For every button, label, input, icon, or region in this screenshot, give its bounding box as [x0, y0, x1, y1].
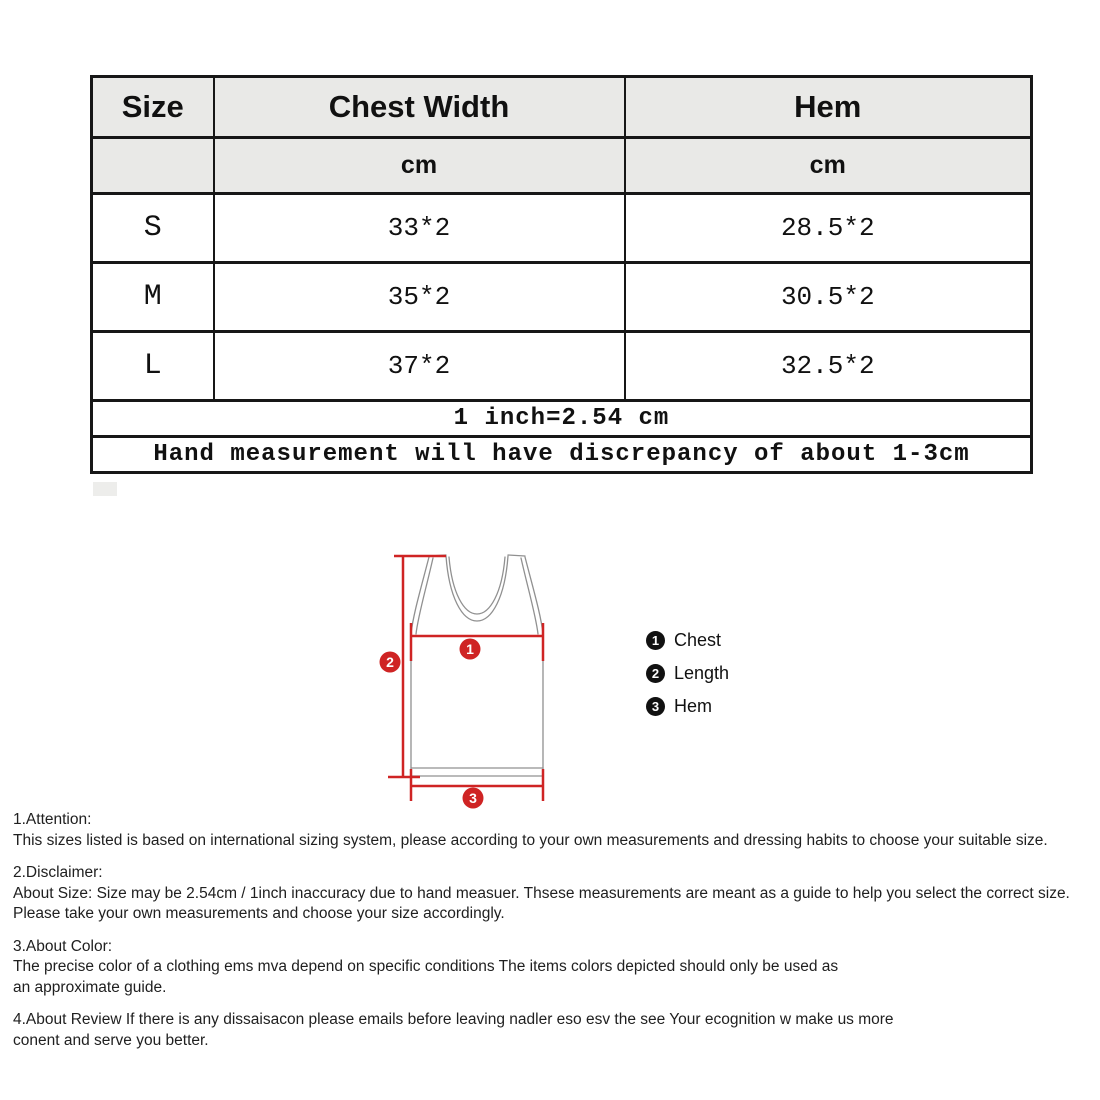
unit-row — [92, 138, 1032, 194]
attention-section — [13, 810, 1098, 851]
about-color-section — [13, 937, 1098, 999]
hem-value-cell: 28.5*2 — [625, 194, 1032, 263]
circled-3-icon: 3 — [646, 697, 665, 716]
size-table — [90, 75, 1033, 474]
chest-value-cell: 35*2 — [214, 263, 625, 332]
notes-block — [13, 810, 1098, 1063]
table-row-l — [92, 332, 1032, 401]
chest-marker-number: 1 — [466, 641, 474, 657]
attention-text: This sizes listed is based on international sizing system, please according to your own measurements and dressing habits to choose your suitable size. — [13, 831, 1048, 849]
disclaimer-text-line1: About Size: Size may be 2.54cm / 1inch inaccuracy due to hand measuer. Thsese measurements are meant as a guide to help you select the correct size. — [13, 884, 1070, 902]
hand-measurement-row — [92, 437, 1032, 473]
scan-artifact — [93, 482, 117, 496]
length-marker-number: 2 — [386, 654, 394, 670]
inch-conversion-row — [92, 401, 1032, 437]
tank-top-diagram — [370, 540, 560, 820]
circled-1-icon: 1 — [646, 631, 665, 650]
marker-badges — [380, 639, 484, 809]
legend-item-hem — [646, 694, 729, 718]
hem-value-cell: 32.5*2 — [625, 332, 1032, 401]
size-cell: L — [92, 332, 214, 401]
legend-item-length — [646, 661, 729, 685]
size-cell: M — [92, 263, 214, 332]
about-color-heading: 3.About Color: — [13, 937, 113, 955]
legend-label-chest: Chest — [674, 629, 722, 650]
hand-measurement-note: Hand measurement will have discrepancy of about 1-3cm — [92, 437, 1032, 473]
chest-value-cell: 33*2 — [214, 194, 625, 263]
unit-cell-hem: cm — [625, 138, 1032, 194]
circled-2-icon: 2 — [646, 664, 665, 683]
table-row-m — [92, 263, 1032, 332]
legend-item-chest — [646, 628, 729, 652]
about-color-text-line2: an approximate guide. — [13, 978, 167, 996]
hem-value-cell: 30.5*2 — [625, 263, 1032, 332]
size-cell: S — [92, 194, 214, 263]
unit-cell-empty — [92, 138, 214, 194]
about-review-section — [13, 1010, 1098, 1051]
about-color-text-line1: The precise color of a clothing ems mva depend on specific conditions The items colors depicted should only be used as — [13, 958, 839, 975]
disclaimer-section — [13, 863, 1098, 925]
about-review-text-line2: conent and serve you better. — [13, 1031, 209, 1049]
diagram-legend — [646, 628, 729, 727]
column-header-chest-width: Chest Width — [214, 77, 625, 138]
about-review-text-line1: 4.About Review If there is any dissaisacon please emails before leaving nadler eso esv the see Your ecognition w make us more — [13, 1011, 894, 1028]
table-header-row — [92, 77, 1032, 138]
legend-label-length: Length — [674, 662, 730, 683]
column-header-hem: Hem — [625, 77, 1032, 138]
disclaimer-heading: 2.Disclaimer: — [13, 864, 103, 881]
column-header-size: Size — [92, 77, 214, 138]
chest-value-cell: 37*2 — [214, 332, 625, 401]
attention-heading: 1.Attention: — [13, 811, 92, 828]
table-row-s — [92, 194, 1032, 263]
unit-cell-chest: cm — [214, 138, 625, 194]
inch-conversion-note: 1 inch=2.54 cm — [92, 401, 1032, 437]
tank-top-outline — [411, 555, 543, 776]
legend-label-hem: Hem — [674, 695, 713, 716]
hem-marker-number: 3 — [469, 790, 477, 806]
disclaimer-text-line2: Please take your own measurements and choose your size accordingly. — [13, 905, 505, 922]
